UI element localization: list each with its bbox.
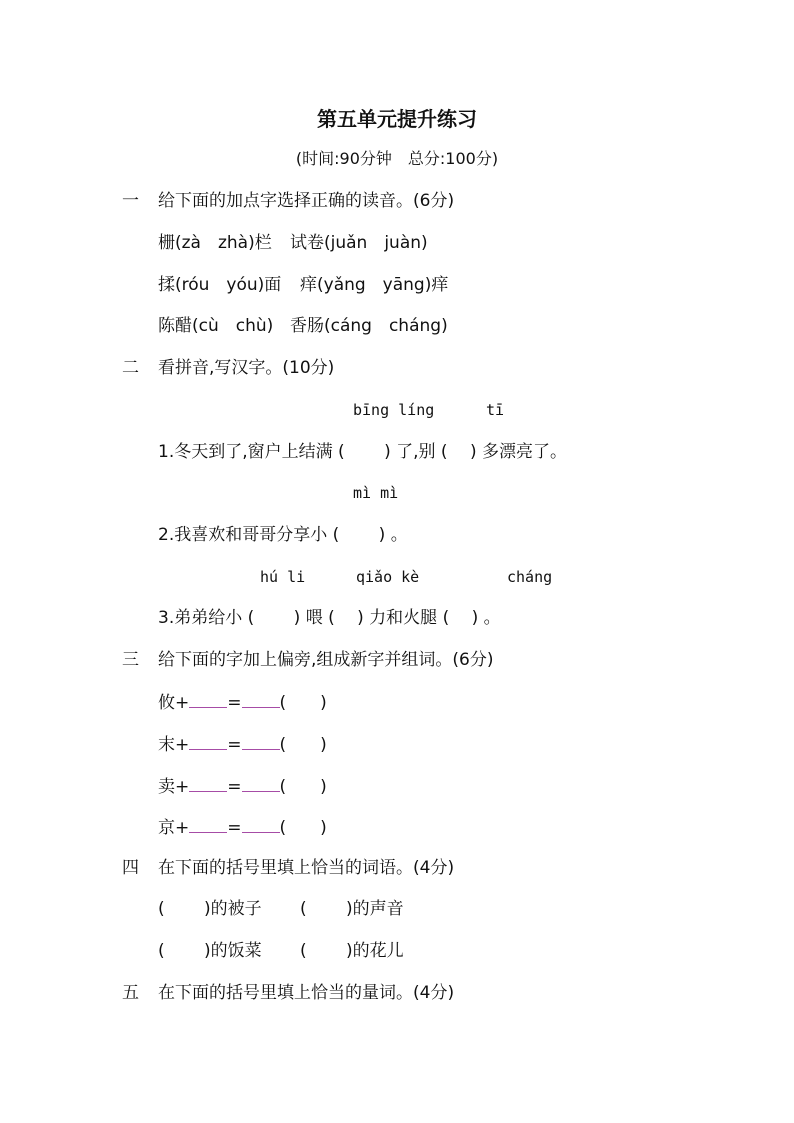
fill-sentence: 2.我喜欢和哥哥分享小 ( ) 。 bbox=[158, 525, 408, 545]
base-char: 卖 bbox=[158, 777, 175, 797]
phrase-blank: ( )的声音 bbox=[300, 899, 404, 919]
section-instruction: 给下面的加点字选择正确的读音。(6分) bbox=[158, 191, 455, 211]
page-title: 第五单元提升练习 bbox=[317, 107, 477, 131]
section-number: 一 bbox=[122, 191, 139, 211]
answer-blank[interactable] bbox=[242, 735, 280, 750]
base-char: 末 bbox=[158, 735, 175, 755]
answer-blank[interactable] bbox=[242, 818, 280, 833]
reading-choice: 揉(róu yóu)面 bbox=[158, 275, 282, 295]
section-number: 五 bbox=[122, 983, 139, 1003]
pinyin-hint: qiǎo kè bbox=[356, 568, 420, 586]
pinyin-hint: hú li bbox=[260, 568, 306, 586]
pinyin-hint: cháng bbox=[507, 568, 553, 586]
base-char: 京 bbox=[158, 818, 175, 838]
section-instruction: 看拼音,写汉字。(10分) bbox=[158, 358, 335, 378]
radical-row: 攸+ = ( ) bbox=[158, 693, 327, 713]
answer-blank[interactable] bbox=[242, 777, 280, 792]
answer-blank[interactable] bbox=[189, 693, 227, 708]
word-paren: ( ) bbox=[279, 818, 327, 838]
phrase-blank: ( )的被子 bbox=[158, 899, 262, 919]
fill-sentence: 1.冬天到了,窗户上结满 ( ) 了,别 ( ) 多漂亮了。 bbox=[158, 442, 567, 462]
pinyin-hint: mì mì bbox=[353, 484, 399, 502]
section-number: 四 bbox=[122, 858, 139, 878]
reading-choice: 试卷(juǎn juàn) bbox=[290, 233, 428, 253]
pinyin-hint: bīng líng bbox=[353, 401, 435, 419]
base-char: 攸 bbox=[158, 693, 175, 713]
fill-sentence: 3.弟弟给小 ( ) 喂 ( ) 力和火腿 ( ) 。 bbox=[158, 608, 501, 628]
section-number: 三 bbox=[122, 650, 139, 670]
answer-blank[interactable] bbox=[242, 693, 280, 708]
word-paren: ( ) bbox=[279, 777, 327, 797]
exam-info: (时间:90分钟 总分:100分) bbox=[295, 149, 499, 168]
answer-blank[interactable] bbox=[189, 818, 227, 833]
radical-row: 卖+ = ( ) bbox=[158, 777, 327, 797]
section-instruction: 在下面的括号里填上恰当的词语。(4分) bbox=[158, 858, 455, 878]
answer-blank[interactable] bbox=[189, 735, 227, 750]
phrase-blank: ( )的饭菜 bbox=[158, 941, 262, 961]
answer-blank[interactable] bbox=[189, 777, 227, 792]
word-paren: ( ) bbox=[279, 735, 327, 755]
reading-choice: 陈醋(cù chù) bbox=[158, 316, 274, 336]
word-paren: ( ) bbox=[279, 693, 327, 713]
radical-row: 末+ = ( ) bbox=[158, 735, 327, 755]
phrase-blank: ( )的花儿 bbox=[300, 941, 404, 961]
section-instruction: 在下面的括号里填上恰当的量词。(4分) bbox=[158, 983, 455, 1003]
pinyin-hint: tī bbox=[486, 401, 505, 419]
reading-choice: 香肠(cáng cháng) bbox=[290, 316, 448, 336]
reading-choice: 栅(zà zhà)栏 bbox=[158, 233, 272, 253]
radical-row: 京+ = ( ) bbox=[158, 818, 327, 838]
section-instruction: 给下面的字加上偏旁,组成新字并组词。(6分) bbox=[158, 650, 494, 670]
section-number: 二 bbox=[122, 358, 139, 378]
reading-choice: 痒(yǎng yāng)痒 bbox=[300, 275, 449, 295]
